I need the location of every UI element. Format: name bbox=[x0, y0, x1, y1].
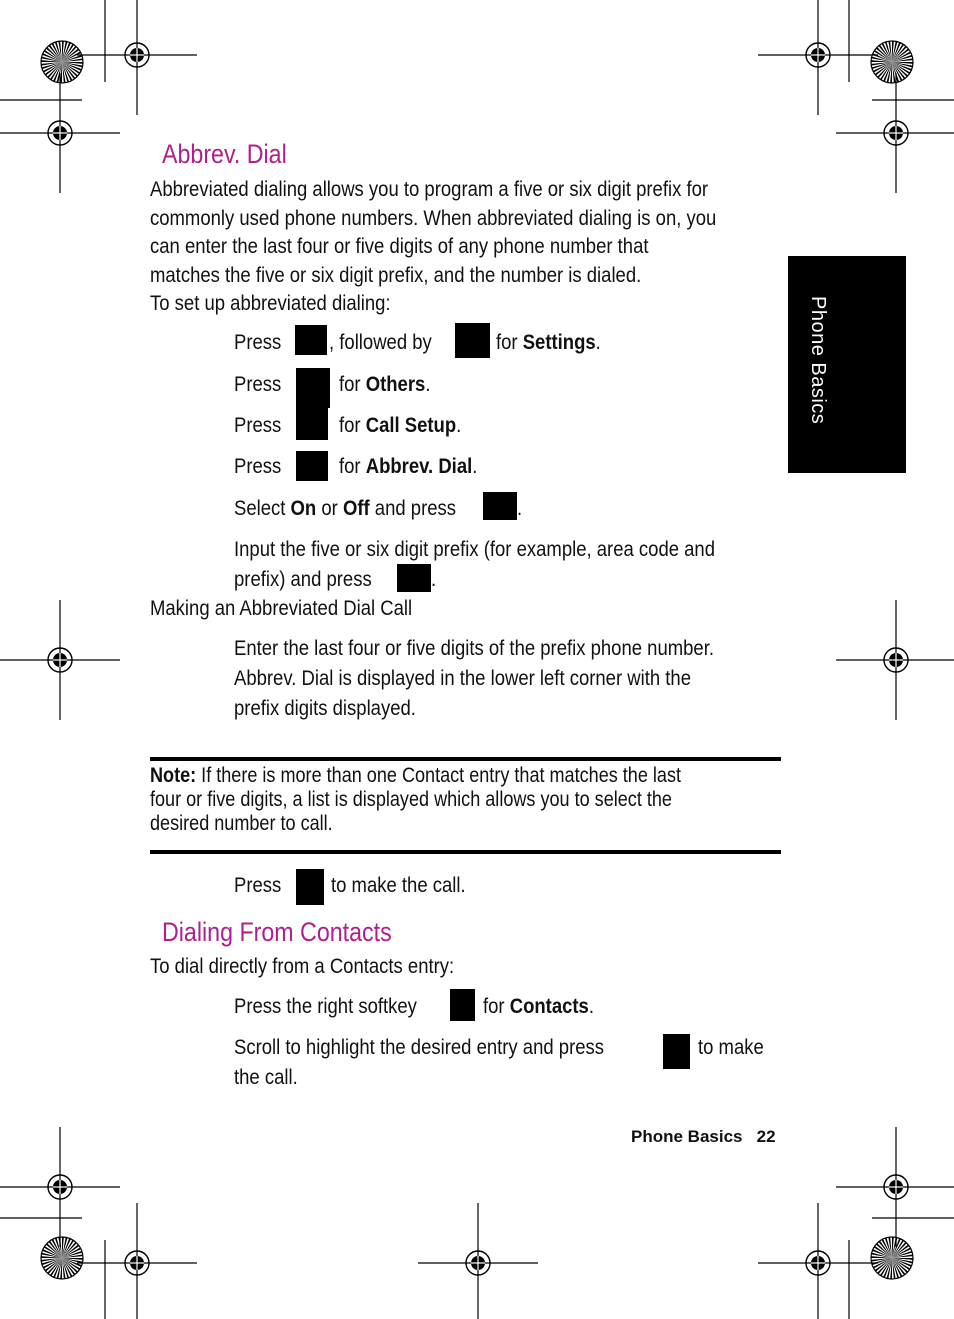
note-block bbox=[150, 764, 681, 836]
send-key-icon bbox=[663, 1034, 690, 1069]
step-text: and press bbox=[374, 496, 457, 520]
send-key-icon bbox=[296, 869, 324, 905]
crosshair-mark bbox=[418, 1203, 538, 1319]
step-text: Enter the last four or five digits of the prefix phone number. bbox=[234, 636, 714, 660]
crosshair-mark bbox=[836, 1127, 954, 1247]
intro-line: Abbreviated dialing allows you to program a five or six digit prefix for bbox=[150, 177, 709, 201]
step-text: prefix digits displayed. bbox=[234, 696, 416, 720]
step-text: or bbox=[321, 496, 338, 520]
step-text: , followed by bbox=[329, 330, 432, 354]
crosshair-mark bbox=[836, 73, 954, 193]
step-5 bbox=[234, 493, 492, 523]
final-step bbox=[234, 870, 289, 900]
step-text: for bbox=[483, 994, 505, 1018]
step-text: for bbox=[339, 372, 361, 396]
contacts-intro: To dial directly from a Contacts entry: bbox=[150, 954, 455, 978]
step-1 bbox=[234, 327, 289, 357]
contacts-step-2-line-2 bbox=[234, 1062, 308, 1092]
starburst-mark bbox=[41, 1237, 83, 1279]
menu-name: Others bbox=[365, 372, 426, 396]
step-text: prefix) and press bbox=[234, 567, 372, 591]
punctuation bbox=[517, 493, 523, 523]
step-2-target bbox=[339, 369, 445, 399]
step-text: Abbrev. Dial is displayed in the lower left corner with the bbox=[234, 666, 691, 690]
number-key-icon bbox=[296, 451, 328, 481]
punctuation-text: . bbox=[517, 496, 523, 520]
number-key-icon bbox=[296, 368, 330, 408]
step-text: Input the five or six digit prefix (for example, area code and bbox=[234, 537, 715, 561]
note-bottom-rule bbox=[150, 850, 781, 854]
ok-key-icon bbox=[397, 564, 431, 592]
setup-intro: To set up abbreviated dialing: bbox=[150, 291, 391, 315]
contacts-step-2-line-1 bbox=[234, 1032, 664, 1062]
step-text: the call. bbox=[234, 1065, 298, 1089]
step-text: for bbox=[339, 413, 361, 437]
number-key-icon bbox=[455, 323, 490, 358]
step-text: for bbox=[496, 330, 518, 354]
final-step-tail bbox=[331, 870, 488, 900]
menu-name: Call Setup bbox=[365, 413, 457, 437]
section-heading-abbrev-dial: Abbrev. Dial bbox=[162, 139, 287, 169]
punctuation-text: . bbox=[431, 567, 437, 591]
intro-line: commonly used phone numbers. When abbreviated dialing is on, you bbox=[150, 205, 717, 230]
step-4-target bbox=[339, 451, 500, 481]
menu-name: Settings bbox=[522, 330, 596, 354]
crosshair-mark bbox=[0, 73, 120, 193]
intro-line: can enter the last four or five digits of any phone number that bbox=[150, 234, 649, 258]
starburst-mark bbox=[871, 1237, 913, 1279]
crosshair-mark bbox=[758, 1203, 878, 1319]
starburst-mark bbox=[871, 41, 913, 83]
contacts-step-1-target bbox=[483, 991, 612, 1021]
call-step bbox=[234, 633, 792, 723]
step-text: Press bbox=[234, 454, 282, 478]
crosshair-mark bbox=[77, 0, 197, 115]
option-off: Off bbox=[342, 496, 370, 520]
step-text: Press bbox=[234, 873, 282, 897]
step-2 bbox=[234, 369, 289, 399]
note-text: If there is more than one Contact entry that matches the last bbox=[196, 764, 682, 787]
option-on: On bbox=[290, 496, 317, 520]
crosshair-mark bbox=[0, 1127, 120, 1247]
step-6-line-2 bbox=[234, 564, 394, 594]
crosshair-mark bbox=[0, 600, 120, 720]
ok-key-icon bbox=[483, 492, 517, 520]
step-text: for bbox=[339, 454, 361, 478]
step-text: Press bbox=[234, 330, 282, 354]
intro-line: matches the five or six digit prefix, and the number is dialed. bbox=[150, 262, 642, 287]
note-top-rule bbox=[150, 757, 781, 761]
crosshair-mark bbox=[758, 0, 878, 115]
note-text: desired number to call. bbox=[150, 812, 333, 835]
section-heading-dialing-from-contacts: Dialing From Contacts bbox=[162, 917, 392, 947]
menu-name: Contacts bbox=[509, 994, 589, 1018]
intro-paragraph bbox=[150, 175, 716, 318]
subheading-making-call: Making an Abbreviated Dial Call bbox=[150, 596, 413, 620]
step-6-line-1 bbox=[234, 534, 793, 564]
step-4 bbox=[234, 451, 289, 481]
page-footer bbox=[631, 1127, 776, 1147]
step-text: Press bbox=[234, 372, 282, 396]
page-number: 22 bbox=[756, 1127, 776, 1146]
step-text: Select bbox=[234, 496, 286, 520]
punctuation: . bbox=[425, 372, 431, 396]
step-text: to make bbox=[698, 1035, 764, 1059]
punctuation: . bbox=[588, 994, 594, 1018]
punctuation: . bbox=[472, 454, 478, 478]
footer-section: Phone Basics bbox=[631, 1127, 743, 1146]
note-text: four or five digits, a list is displayed which allows you to select the bbox=[150, 788, 672, 811]
step-1-followed bbox=[329, 327, 449, 357]
step-text: Press bbox=[234, 413, 282, 437]
menu-key-icon bbox=[295, 325, 327, 355]
step-text: Press the right softkey bbox=[234, 994, 417, 1018]
step-text: to make the call. bbox=[331, 873, 466, 897]
punctuation: . bbox=[595, 330, 601, 354]
note-label: Note: bbox=[150, 764, 197, 787]
crosshair-mark bbox=[836, 600, 954, 720]
number-key-icon bbox=[296, 408, 328, 440]
step-3-target bbox=[339, 410, 481, 440]
step-text: Scroll to highlight the desired entry and press bbox=[234, 1035, 605, 1059]
side-tab-label: Phone Basics bbox=[807, 296, 829, 425]
contacts-step-2-tail bbox=[698, 1032, 774, 1062]
menu-name: Abbrev. Dial bbox=[365, 454, 473, 478]
step-1-target bbox=[496, 327, 618, 357]
starburst-mark bbox=[41, 41, 83, 83]
punctuation bbox=[431, 564, 437, 594]
punctuation: . bbox=[456, 413, 462, 437]
contacts-step-1 bbox=[234, 991, 447, 1021]
crosshair-mark bbox=[77, 1203, 197, 1319]
right-softkey-icon bbox=[450, 989, 475, 1021]
step-3 bbox=[234, 410, 289, 440]
